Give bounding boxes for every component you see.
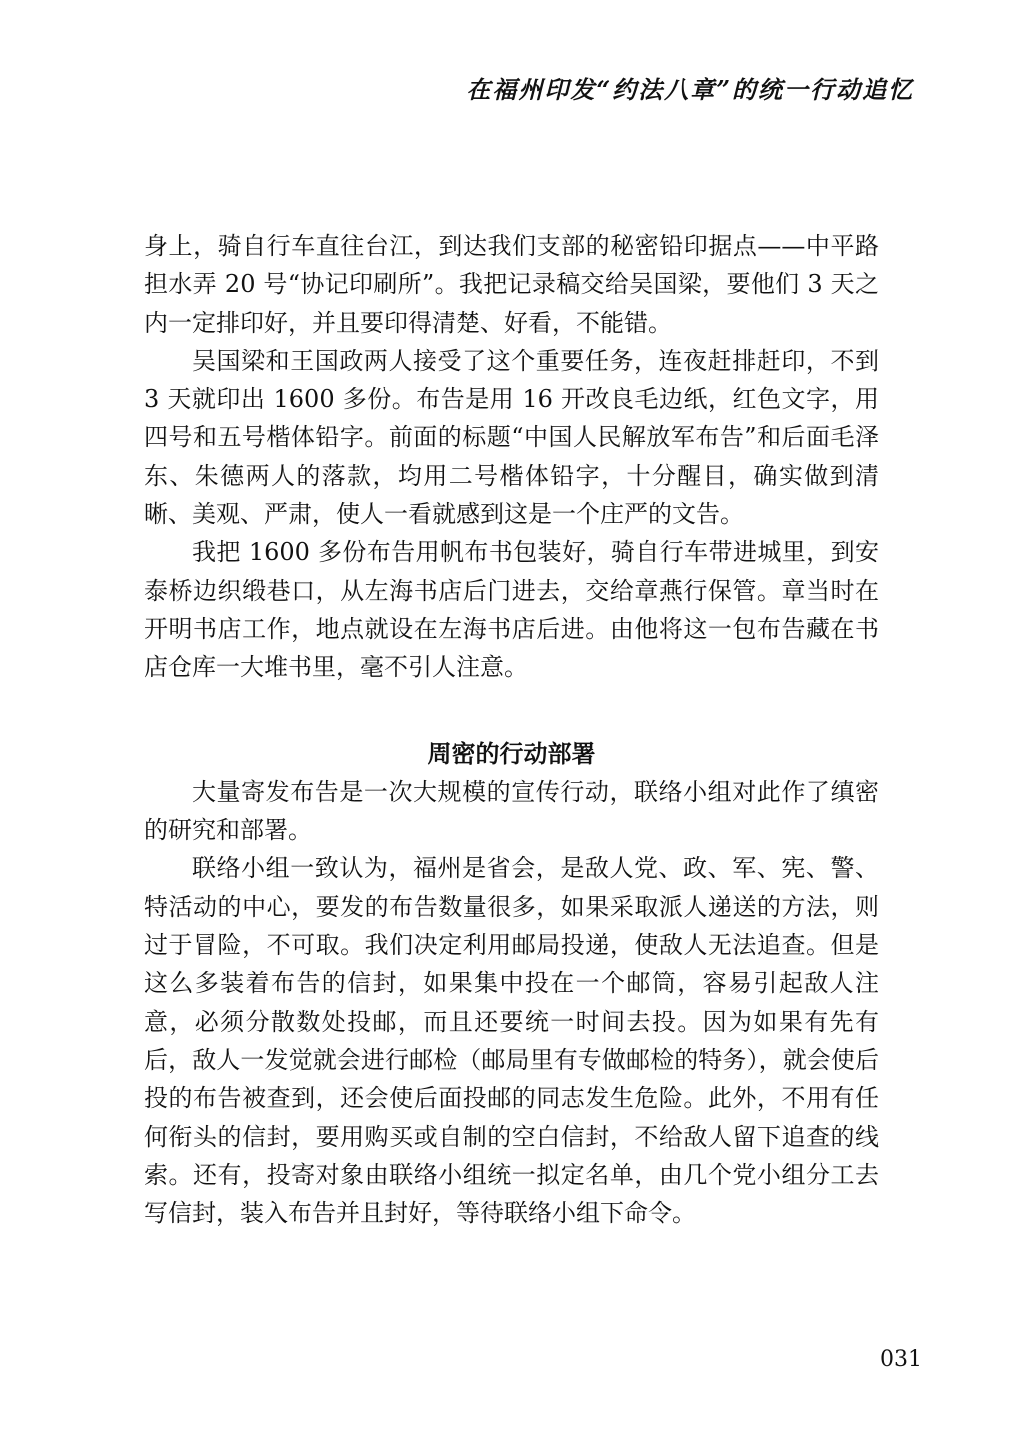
section-heading: 周密的行动部署 bbox=[427, 738, 596, 768]
running-header: 在福州印发“约法八章”的统一行动追忆 bbox=[466, 75, 914, 104]
paragraph: 我把 1600 多份布告用帆布书包装好，骑自行车带进城里，到安泰桥边织缎巷口，从左海书店后门进去，交给章燕行保管。章当时在开明书店工作，地点就设在左海书店后进。由他将这一包布告藏在书店仓库一大堆书里，毫不引人注意。 bbox=[144, 538, 879, 682]
paragraph: 大量寄发布告是一次大规模的宣传行动，联络小组对此作了缜密的研究和部署。 bbox=[144, 777, 879, 845]
paragraph: 联络小组一致认为，福州是省会，是敌人党、政、军、宪、警、特活动的中心，要发的布告数量很多，如果采取派人递送的方法，则过于冒险，不可取。我们决定利用邮局投递，使敌人无法追查。但是这么多装着布告的信封，如果集中投在一个邮筒，容易引起敌人注意，必须分散数处投邮，而且还要统一时间去投。因为如果有先有后，敌人一发觉就会进行邮检（邮局里有专做邮检的特务），就会使后投的布告被查到，还会使后面投邮的同志发生危险。此外，不用有任何衔头的信封，要用购买或自制的空白信封，不给敌人留下追查的线索。还有，投寄对象由联络小组统一拟定名单，由几个党小组分工去写信封，装入布告并且封好，等待联络小组下命令。 bbox=[144, 854, 879, 1228]
paragraph-continued: 身上，骑自行车直往台江，到达我们支部的秘密铅印据点——中平路担水弄 20 号“协记印刷所”。我把记录稿交给吴国梁，要他们 3 天之内一定排印好，并且要印得清楚、好看，不能错。 bbox=[144, 232, 879, 337]
page-number: 031 bbox=[880, 1347, 922, 1372]
body-text bbox=[144, 227, 879, 1232]
paragraph: 吴国梁和王国政两人接受了这个重要任务，连夜赶排赶印，不到 3 天就印出 1600 多份。布告是用 16 开改良毛边纸，红色文字，用四号和五号楷体铅字。前面的标题“中国人民解放军布告”和后面毛泽东、朱德两人的落款，均用二号楷体铅字，十分醒目，确实做到清晰、美观、严肃，使人一看就感到这是一个庄严的文告。 bbox=[144, 346, 879, 529]
